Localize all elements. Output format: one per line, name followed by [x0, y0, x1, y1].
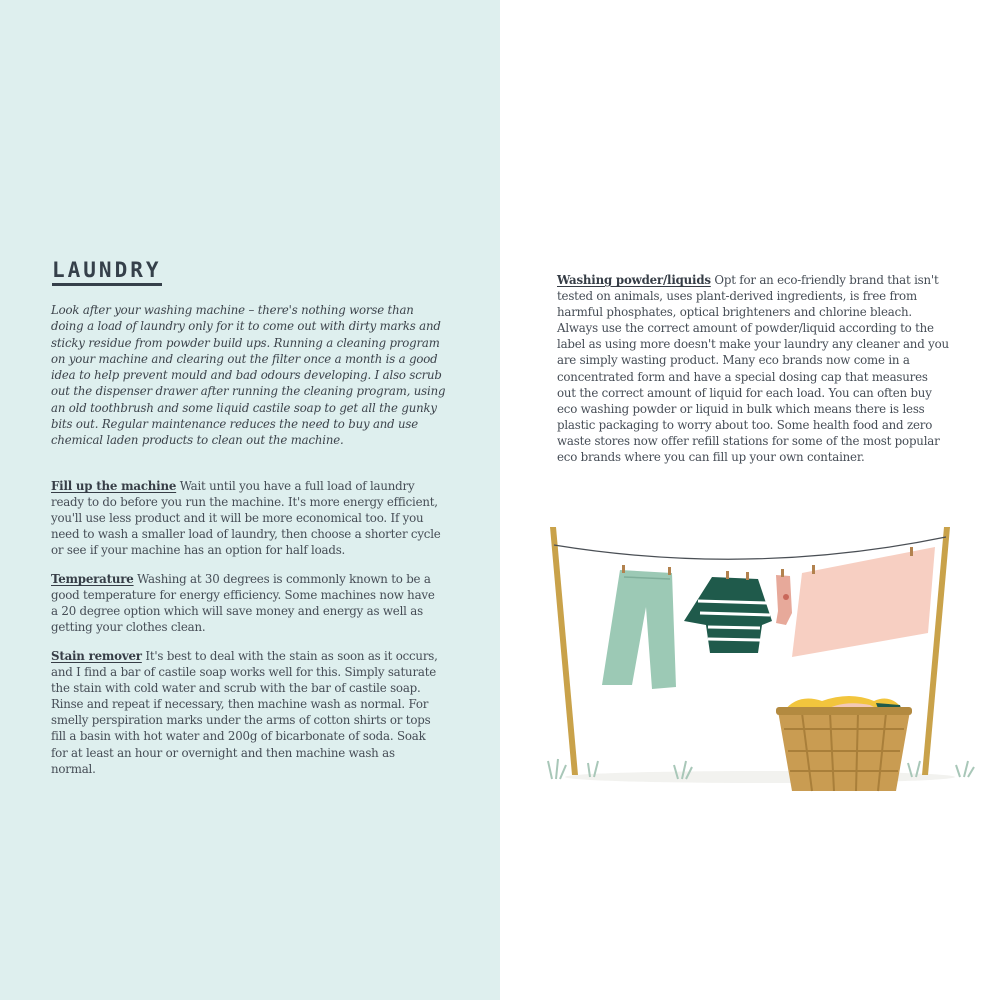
- clothesline: [554, 537, 946, 559]
- section-body: Wait until you have a full load of laundry ready to do before you run the machine. It's more energy efficient, you'll use less product and it will be more economical too. If you need to wash a smaller load of laundry, then choose a shorter cycle or see if your machine has an option for half loads.: [51, 479, 441, 558]
- section-stain-remover: [51, 648, 443, 777]
- right-page: [500, 0, 1000, 1000]
- section-fill-up: [51, 478, 443, 558]
- sock: [776, 569, 792, 625]
- intro-paragraph: Look after your washing machine – there's nothing worse than doing a load of laundry only for it to come out with dirty marks and sticky residue from powder build ups. Running a cleaning program on your machine and clearing out the filter once a month is a good idea to help prevent mould and bad odours developing. I also scrub out the dispenser drawer after running the cleaning program, using an old toothbrush and some liquid castile soap to get all the gunky bits out. Regular maintenance reduces the need to buy and use chemical laden products to clean out the machine.: [51, 303, 446, 448]
- striped-sweater: [684, 571, 772, 653]
- section-washing-powder: [557, 272, 949, 465]
- trousers: [602, 565, 676, 689]
- page-title: LAUNDRY: [52, 258, 162, 286]
- section-temperature: [51, 571, 443, 635]
- towel: [792, 547, 935, 657]
- section-heading: Washing powder/liquids: [557, 273, 711, 287]
- section-body: Washing at 30 degrees is commonly known to be a good temperature for energy efficiency. Some machines now have a 20 degree option which will save money and energy as well as getting your clothes clean.: [51, 572, 435, 635]
- section-heading: Fill up the machine: [51, 479, 177, 493]
- section-body: It's best to deal with the stain as soon as it occurs, and I find a bar of castile soap works well for this. Simply saturate the stain with cold water and scrub with the bar of castile soap. Rinse and repeat if necessary, then machine wash as normal. For smelly perspiration marks under the arms of cotton shirts or tops fill a basin with hot water and 200g of bicarbonate of soda. Soak for at least an hour or overnight and then machine wash as normal.: [51, 649, 438, 776]
- left-pole: [550, 527, 578, 775]
- section-body: Opt for an eco-friendly brand that isn't tested on animals, uses plant-derived ingredients, is free from harmful phosphates, optical brighteners and chlorine bleach. Always use the correct amount of powder/liquid according to the label as using more doesn't make your laundry any cleaner and you are simply wasting product. Many eco brands now come in a concentrated form and have a special dosing cap that measures out the correct amount of liquid for each load. You can often buy eco washing powder or liquid in bulk which means there is less plastic packaging to worry about too. Some health food and zero waste stores now offer refill stations for some of the most popular eco brands where you can fill up your own container.: [557, 273, 949, 465]
- section-heading: Temperature: [51, 572, 134, 586]
- section-heading: Stain remover: [51, 649, 142, 663]
- laundry-basket: [776, 696, 912, 791]
- clothesline-illustration: [540, 515, 990, 810]
